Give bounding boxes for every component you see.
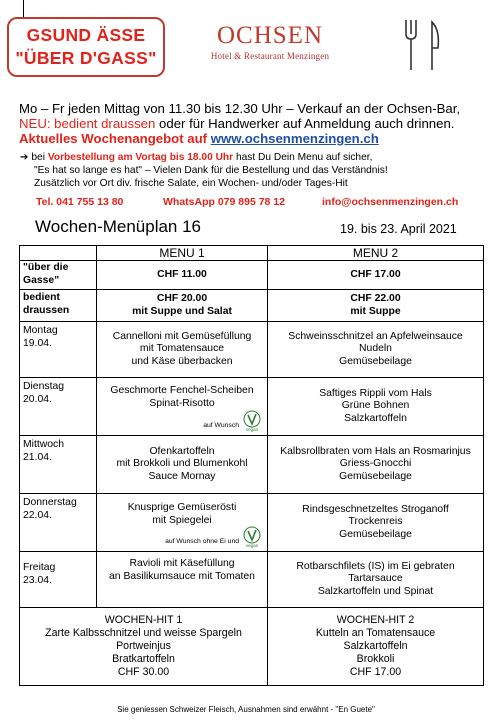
hit-price: CHF 30.00 xyxy=(117,666,170,678)
note-pre: bei xyxy=(28,152,48,163)
dish-line: Ofenkartoffeln xyxy=(149,445,215,457)
vegan-label: vegan xyxy=(245,427,259,432)
hit-line: Salzkartoffeln xyxy=(343,640,408,652)
takeaway-price-menu-2: CHF 17.00 xyxy=(268,261,484,290)
hit-line: Zarte Kalbsschnitzel und weisse Spargeln xyxy=(45,627,242,639)
dish-line: Kalbsrollbraten vom Hals an Rosmarinjus xyxy=(280,445,471,457)
friday-menu-2 xyxy=(268,552,484,608)
tuesday-menu-2 xyxy=(268,378,484,436)
menu-2-header: MENU 2 xyxy=(268,246,484,261)
day-row-tuesday xyxy=(20,378,484,436)
dish-line: mit Spiegelei xyxy=(152,514,212,526)
day-date: 22.04. xyxy=(23,509,52,521)
phone-number[interactable]: Tel. 041 755 13 80 xyxy=(36,196,124,208)
gsund-aesse-badge xyxy=(7,17,165,77)
takeaway-label: "über die Gasse" xyxy=(20,261,97,290)
dish-line: Griess-Gnocchi xyxy=(339,458,412,470)
extras-note: Zusätzlich vor Ort div. frische Salate, ein Wochen- und/oder Tages-Hit xyxy=(34,178,348,189)
dish-line: Salzkartoffeln und Spinat xyxy=(317,585,434,597)
thursday-menu-2 xyxy=(268,494,484,552)
hit-title: WOCHEN-HIT 2 xyxy=(336,614,415,626)
menu-table xyxy=(19,245,483,701)
service-line xyxy=(19,116,454,131)
weekly-offer-line xyxy=(19,131,379,146)
day-name: Donnerstag xyxy=(23,497,77,508)
wednesday-menu-2 xyxy=(268,436,484,494)
on-request-note: auf Wunsch ohne Ei und xyxy=(165,538,239,545)
day-name: Mittwoch xyxy=(23,439,64,450)
day-name: Montag xyxy=(23,325,58,336)
dish-line: Knusprige Gemüserösti xyxy=(127,502,237,513)
day-name: Freitag xyxy=(23,562,56,573)
vegan-icon xyxy=(243,410,261,432)
website-link[interactable]: www.ochsenmenzingen.ch xyxy=(210,131,379,146)
day-cell xyxy=(20,436,97,494)
dish-line: Rindsgeschnetzeltes Stroganoff xyxy=(302,503,449,515)
monday-menu-1 xyxy=(97,322,268,378)
service-line-rest: oder für Handwerker auf Anmeldung auch drinnen. xyxy=(155,116,455,131)
day-row-monday xyxy=(20,322,484,378)
price-row-served xyxy=(20,290,484,322)
price-row-takeaway xyxy=(20,261,484,290)
preorder-note xyxy=(20,151,372,164)
vegan-label: vegan xyxy=(245,543,259,548)
tuesday-menu-1 xyxy=(97,378,268,436)
logo-sub-text: Hotel & Restaurant Menzingen xyxy=(210,51,330,61)
wednesday-menu-1 xyxy=(97,436,268,494)
hit-line: Brokkoli xyxy=(356,653,395,665)
dish-line: Ravioli mit Käsefüllung xyxy=(129,558,235,569)
dish-line: und Käse überbacken xyxy=(131,355,233,367)
hit-price: CHF 17.00 xyxy=(349,666,402,678)
day-name: Dienstag xyxy=(23,381,65,392)
monday-menu-2 xyxy=(268,322,484,378)
hit-title: WOCHEN-HIT 1 xyxy=(104,614,183,626)
takeaway-price-menu-1: CHF 11.00 xyxy=(97,261,268,290)
day-cell xyxy=(20,494,97,552)
dish-line: Spinat-Risotto xyxy=(149,397,215,409)
opening-hours-line: Mo – Fr jeden Mittag von 11.30 bis 12.30 Uhr – Verkauf an der Ochsen-Bar, xyxy=(19,101,461,116)
served-price-1: CHF 20.00 xyxy=(156,293,208,304)
whatsapp-number[interactable]: WhatsApp 079 895 78 12 xyxy=(163,196,285,208)
dish-line: Trockenreis xyxy=(348,516,403,528)
dish-line: Gemüsebeilage xyxy=(339,470,412,482)
dish-line: Salzkartoffeln xyxy=(344,412,407,424)
served-price-2: CHF 22.00 xyxy=(350,293,401,304)
menu-plan-title: Wochen-Menüplan 16 xyxy=(35,217,202,236)
day-date: 19.04. xyxy=(23,337,52,349)
thursday-menu-1 xyxy=(97,494,268,552)
hit-line: Bratkartoffeln xyxy=(112,653,175,665)
dish-line: Sauce Mornay xyxy=(148,470,216,482)
arrow-icon: ➔ xyxy=(20,152,29,163)
served-extras-1: mit Suppe und Salat xyxy=(132,305,232,317)
dish-line: Nudeln xyxy=(359,343,392,355)
dish-line: Schweinsschnitzel an Apfelweinsauce xyxy=(288,330,463,342)
day-row-wednesday xyxy=(20,436,484,494)
day-row-thursday xyxy=(20,494,484,552)
ochsen-logo xyxy=(210,22,330,70)
dish-line: mit Tomatensauce xyxy=(139,343,225,355)
hit-line: Portweinjus xyxy=(116,640,171,652)
new-outdoor-text: NEU: bedient draussen xyxy=(19,116,156,131)
weekly-hit-2 xyxy=(268,608,484,686)
vegan-icon xyxy=(243,526,261,548)
dish-line: Grüne Bohnen xyxy=(341,400,410,412)
weekly-offer-label: Aktuelles Wochenangebot auf xyxy=(19,131,208,146)
served-extras-2: mit Suppe xyxy=(350,305,401,317)
hit-line: Kutteln an Tomatensauce xyxy=(315,627,436,639)
day-date: 23.04. xyxy=(23,574,52,586)
thanks-note: "Es hat so lange es hat" – Vielen Dank für die Bestellung und das Verständnis! xyxy=(34,165,388,176)
corner-cell xyxy=(20,246,97,261)
preorder-deadline: Vorbestellung am Vortag bis 18.00 Uhr xyxy=(47,152,234,163)
weekly-hit-1 xyxy=(20,608,268,686)
day-cell xyxy=(20,552,97,608)
dish-line: Tartarsauce xyxy=(348,573,403,585)
fork-knife-icon xyxy=(400,18,444,72)
dish-line: Cannelloni mit Gemüsefüllung xyxy=(112,330,252,342)
dish-line: mit Brokkoli und Blumenkohl xyxy=(116,458,248,470)
friday-menu-1 xyxy=(97,552,268,608)
served-price-menu-2 xyxy=(268,290,484,322)
served-price-menu-1 xyxy=(97,290,268,322)
dish-line: Geschmorte Fenchel-Scheiben xyxy=(110,385,254,396)
weekly-hits-row xyxy=(20,608,484,686)
email-link[interactable]: info@ochsenmenzingen.ch xyxy=(322,196,459,208)
menu-plan-dates: 19. bis 23. April 2021 xyxy=(340,222,457,236)
dish-line: Gemüsebeilage xyxy=(339,355,412,367)
served-label: bedient draussen xyxy=(20,290,97,322)
note-post: hast Du Dein Menu auf sicher, xyxy=(233,152,373,163)
dish-line: Gemüsebeilage xyxy=(339,528,412,540)
badge-line-1: GSUND ÄSSE xyxy=(26,25,146,45)
dish-line: an Basilikumsauce mit Tomaten xyxy=(109,570,255,582)
on-request-note: auf Wunsch xyxy=(203,422,239,429)
footer-note: Sie geniessen Schweizer Fleisch, Ausnahmen sind erwähnt - "En Guete" xyxy=(117,705,375,714)
day-date: 21.04. xyxy=(23,451,52,463)
dish-line: Rotbarschfilets (IS) im Ei gebraten xyxy=(296,560,455,572)
menu-1-header: MENU 1 xyxy=(97,246,268,261)
logo-main-text: OCHSEN xyxy=(216,22,323,49)
top-divider xyxy=(23,0,24,18)
day-cell xyxy=(20,378,97,436)
day-cell xyxy=(20,322,97,378)
badge-line-2: "ÜBER D'GASS" xyxy=(15,48,157,68)
day-row-friday xyxy=(20,552,484,608)
day-date: 20.04. xyxy=(23,393,52,405)
dish-line: Saftiges Rippli vom Hals xyxy=(319,387,432,399)
